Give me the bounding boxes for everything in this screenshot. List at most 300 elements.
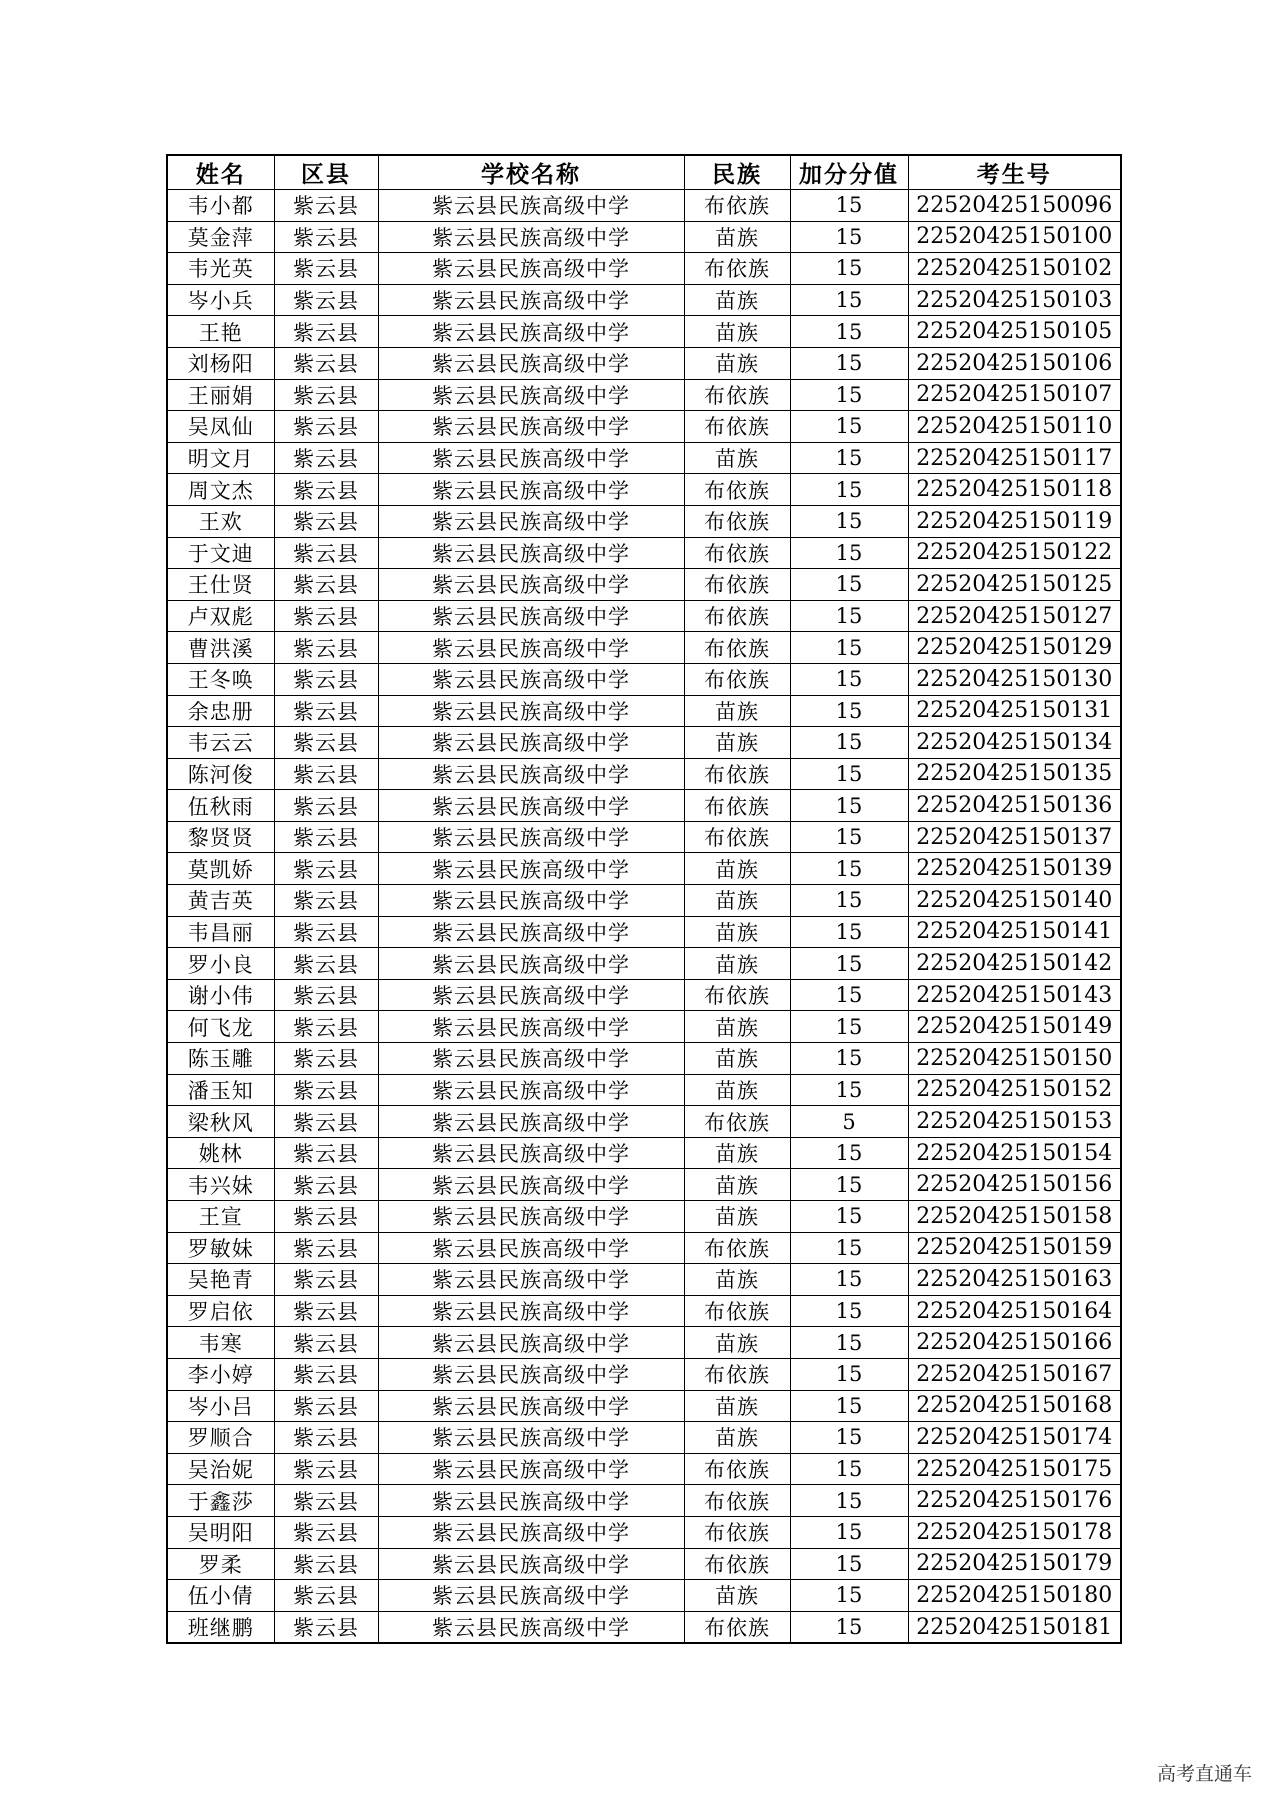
county-cell: 紫云县	[274, 1485, 378, 1517]
exam-number-cell: 22520425150150	[908, 1043, 1121, 1075]
exam-number-cell: 22520425150135	[908, 758, 1121, 790]
bonus-points-cell: 15	[790, 1327, 908, 1359]
table-row	[167, 1201, 1121, 1233]
student-name-cell: 吴明阳	[167, 1516, 274, 1548]
school-name-cell: 紫云县民族高级中学	[378, 632, 684, 664]
exam-number-cell: 22520425150181	[908, 1611, 1121, 1643]
table-row	[167, 1295, 1121, 1327]
table-row	[167, 253, 1121, 285]
student-name-cell: 伍小倩	[167, 1580, 274, 1612]
exam-number-cell: 22520425150149	[908, 1011, 1121, 1043]
exam-number-cell: 22520425150110	[908, 411, 1121, 443]
ethnicity-cell: 布依族	[684, 600, 790, 632]
bonus-points-cell: 15	[790, 979, 908, 1011]
ethnicity-cell: 苗族	[684, 948, 790, 980]
ethnicity-cell: 布依族	[684, 1295, 790, 1327]
bonus-points-cell: 15	[790, 885, 908, 917]
student-name-cell: 莫凯娇	[167, 853, 274, 885]
exam-number-cell: 22520425150106	[908, 347, 1121, 379]
table-row	[167, 853, 1121, 885]
school-name-cell: 紫云县民族高级中学	[378, 379, 684, 411]
student-name-cell: 罗顺合	[167, 1422, 274, 1454]
county-cell: 紫云县	[274, 442, 378, 474]
bonus-points-cell: 15	[790, 442, 908, 474]
bonus-points-cell: 15	[790, 1011, 908, 1043]
ethnicity-cell: 布依族	[684, 537, 790, 569]
table-row	[167, 284, 1121, 316]
student-name-cell: 明文月	[167, 442, 274, 474]
school-name-cell: 紫云县民族高级中学	[378, 190, 684, 222]
table-row	[167, 1548, 1121, 1580]
ethnicity-cell: 苗族	[684, 1422, 790, 1454]
table-row	[167, 1358, 1121, 1390]
county-cell: 紫云县	[274, 1106, 378, 1138]
ethnicity-cell: 布依族	[684, 821, 790, 853]
exam-number-cell: 22520425150175	[908, 1453, 1121, 1485]
table-row	[167, 948, 1121, 980]
exam-number-cell: 22520425150107	[908, 379, 1121, 411]
exam-number-cell: 22520425150103	[908, 284, 1121, 316]
student-name-cell: 韦昌丽	[167, 916, 274, 948]
exam-number-cell: 22520425150168	[908, 1390, 1121, 1422]
table-row	[167, 1232, 1121, 1264]
county-cell: 紫云县	[274, 916, 378, 948]
student-name-cell: 莫金萍	[167, 221, 274, 253]
ethnicity-cell: 苗族	[684, 1011, 790, 1043]
ethnicity-cell: 苗族	[684, 316, 790, 348]
school-name-cell: 紫云县民族高级中学	[378, 600, 684, 632]
exam-number-cell: 22520425150167	[908, 1358, 1121, 1390]
ethnicity-cell: 布依族	[684, 790, 790, 822]
student-name-cell: 陈玉雕	[167, 1043, 274, 1075]
table-row	[167, 1106, 1121, 1138]
county-cell: 紫云县	[274, 1548, 378, 1580]
table-row	[167, 1043, 1121, 1075]
table-row	[167, 1422, 1121, 1454]
table-row	[167, 1074, 1121, 1106]
table-row	[167, 442, 1121, 474]
exam-number-cell: 22520425150119	[908, 505, 1121, 537]
bonus-points-cell: 15	[790, 1074, 908, 1106]
student-name-cell: 王仕贤	[167, 569, 274, 601]
school-name-cell: 紫云县民族高级中学	[378, 1485, 684, 1517]
school-name-cell: 紫云县民族高级中学	[378, 1358, 684, 1390]
ethnicity-cell: 苗族	[684, 695, 790, 727]
table-row	[167, 979, 1121, 1011]
bonus-points-cell: 15	[790, 284, 908, 316]
ethnicity-cell: 布依族	[684, 1358, 790, 1390]
county-cell: 紫云县	[274, 347, 378, 379]
school-name-cell: 紫云县民族高级中学	[378, 1011, 684, 1043]
exam-number-cell: 22520425150136	[908, 790, 1121, 822]
table-row	[167, 537, 1121, 569]
exam-number-cell: 22520425150140	[908, 885, 1121, 917]
school-name-cell: 紫云县民族高级中学	[378, 1548, 684, 1580]
school-name-cell: 紫云县民族高级中学	[378, 916, 684, 948]
county-cell: 紫云县	[274, 758, 378, 790]
school-name-cell: 紫云县民族高级中学	[378, 1295, 684, 1327]
ethnicity-cell: 苗族	[684, 727, 790, 759]
student-name-cell: 罗启依	[167, 1295, 274, 1327]
student-name-cell: 潘玉知	[167, 1074, 274, 1106]
county-cell: 紫云县	[274, 821, 378, 853]
ethnicity-cell: 苗族	[684, 284, 790, 316]
ethnicity-cell: 布依族	[684, 1485, 790, 1517]
ethnicity-cell: 布依族	[684, 1611, 790, 1643]
ethnicity-cell: 布依族	[684, 758, 790, 790]
county-cell: 紫云县	[274, 1453, 378, 1485]
county-cell: 紫云县	[274, 537, 378, 569]
exam-number-cell: 22520425150143	[908, 979, 1121, 1011]
table-row	[167, 347, 1121, 379]
table-row	[167, 790, 1121, 822]
school-name-cell: 紫云县民族高级中学	[378, 1074, 684, 1106]
student-name-cell: 余忠册	[167, 695, 274, 727]
student-name-cell: 罗小良	[167, 948, 274, 980]
table-row	[167, 474, 1121, 506]
table-row	[167, 1485, 1121, 1517]
table-row	[167, 316, 1121, 348]
bonus-points-cell: 15	[790, 190, 908, 222]
school-name-cell: 紫云县民族高级中学	[378, 853, 684, 885]
exam-number-cell: 22520425150096	[908, 190, 1121, 222]
county-cell: 紫云县	[274, 1074, 378, 1106]
bonus-points-cell: 15	[790, 853, 908, 885]
school-name-cell: 紫云县民族高级中学	[378, 1453, 684, 1485]
bonus-points-cell: 15	[790, 1232, 908, 1264]
school-name-cell: 紫云县民族高级中学	[378, 474, 684, 506]
ethnicity-cell: 布依族	[684, 1232, 790, 1264]
bonus-points-cell: 15	[790, 1043, 908, 1075]
table-row	[167, 1327, 1121, 1359]
header-bonus-points: 加分分值	[790, 155, 908, 190]
school-name-cell: 紫云县民族高级中学	[378, 1106, 684, 1138]
exam-number-cell: 22520425150163	[908, 1264, 1121, 1296]
school-name-cell: 紫云县民族高级中学	[378, 1580, 684, 1612]
county-cell: 紫云县	[274, 1390, 378, 1422]
school-name-cell: 紫云县民族高级中学	[378, 1422, 684, 1454]
exam-number-cell: 22520425150102	[908, 253, 1121, 285]
student-name-cell: 王丽娟	[167, 379, 274, 411]
bonus-points-cell: 15	[790, 1422, 908, 1454]
table-row	[167, 821, 1121, 853]
ethnicity-cell: 布依族	[684, 663, 790, 695]
bonus-points-table	[166, 154, 1122, 1644]
header-name: 姓名	[167, 155, 274, 190]
student-name-cell: 王艳	[167, 316, 274, 348]
bonus-points-cell: 15	[790, 411, 908, 443]
county-cell: 紫云县	[274, 1264, 378, 1296]
school-name-cell: 紫云县民族高级中学	[378, 948, 684, 980]
county-cell: 紫云县	[274, 663, 378, 695]
bonus-points-cell: 15	[790, 1611, 908, 1643]
table-row	[167, 1611, 1121, 1643]
school-name-cell: 紫云县民族高级中学	[378, 1232, 684, 1264]
ethnicity-cell: 苗族	[684, 442, 790, 474]
ethnicity-cell: 苗族	[684, 347, 790, 379]
exam-number-cell: 22520425150159	[908, 1232, 1121, 1264]
table-row	[167, 221, 1121, 253]
bonus-points-cell: 15	[790, 1137, 908, 1169]
student-name-cell: 刘杨阳	[167, 347, 274, 379]
school-name-cell: 紫云县民族高级中学	[378, 1390, 684, 1422]
exam-number-cell: 22520425150153	[908, 1106, 1121, 1138]
county-cell: 紫云县	[274, 505, 378, 537]
ethnicity-cell: 布依族	[684, 474, 790, 506]
ethnicity-cell: 布依族	[684, 1106, 790, 1138]
student-name-cell: 韦光英	[167, 253, 274, 285]
table-row	[167, 885, 1121, 917]
table-row	[167, 190, 1121, 222]
table-row	[167, 1011, 1121, 1043]
student-name-cell: 梁秋风	[167, 1106, 274, 1138]
bonus-points-cell: 15	[790, 1453, 908, 1485]
school-name-cell: 紫云县民族高级中学	[378, 411, 684, 443]
school-name-cell: 紫云县民族高级中学	[378, 1611, 684, 1643]
exam-number-cell: 22520425150130	[908, 663, 1121, 695]
exam-number-cell: 22520425150125	[908, 569, 1121, 601]
bonus-points-cell: 15	[790, 821, 908, 853]
bonus-points-cell: 15	[790, 505, 908, 537]
county-cell: 紫云县	[274, 379, 378, 411]
table-row	[167, 1516, 1121, 1548]
county-cell: 紫云县	[274, 1295, 378, 1327]
county-cell: 紫云县	[274, 1580, 378, 1612]
student-name-cell: 王宣	[167, 1201, 274, 1233]
ethnicity-cell: 苗族	[684, 1074, 790, 1106]
bonus-points-cell: 15	[790, 1295, 908, 1327]
ethnicity-cell: 苗族	[684, 1137, 790, 1169]
exam-number-cell: 22520425150176	[908, 1485, 1121, 1517]
exam-number-cell: 22520425150179	[908, 1548, 1121, 1580]
ethnicity-cell: 布依族	[684, 632, 790, 664]
county-cell: 紫云县	[274, 853, 378, 885]
exam-number-cell: 22520425150139	[908, 853, 1121, 885]
table-row	[167, 1169, 1121, 1201]
school-name-cell: 紫云县民族高级中学	[378, 1264, 684, 1296]
exam-number-cell: 22520425150166	[908, 1327, 1121, 1359]
ethnicity-cell: 苗族	[684, 1043, 790, 1075]
school-name-cell: 紫云县民族高级中学	[378, 1043, 684, 1075]
bonus-points-cell: 15	[790, 727, 908, 759]
exam-number-cell: 22520425150152	[908, 1074, 1121, 1106]
county-cell: 紫云县	[274, 221, 378, 253]
bonus-points-cell: 15	[790, 758, 908, 790]
county-cell: 紫云县	[274, 1232, 378, 1264]
student-name-cell: 罗柔	[167, 1548, 274, 1580]
student-name-cell: 韦小都	[167, 190, 274, 222]
table-row	[167, 379, 1121, 411]
exam-number-cell: 22520425150105	[908, 316, 1121, 348]
county-cell: 紫云县	[274, 790, 378, 822]
exam-number-cell: 22520425150180	[908, 1580, 1121, 1612]
school-name-cell: 紫云县民族高级中学	[378, 316, 684, 348]
county-cell: 紫云县	[274, 1611, 378, 1643]
student-name-cell: 罗敏妹	[167, 1232, 274, 1264]
bonus-points-cell: 15	[790, 379, 908, 411]
student-name-cell: 黎贤贤	[167, 821, 274, 853]
ethnicity-cell: 布依族	[684, 190, 790, 222]
ethnicity-cell: 苗族	[684, 916, 790, 948]
exam-number-cell: 22520425150134	[908, 727, 1121, 759]
table-body	[167, 190, 1121, 1644]
table-row	[167, 411, 1121, 443]
bonus-points-cell: 15	[790, 916, 908, 948]
exam-number-cell: 22520425150127	[908, 600, 1121, 632]
student-name-cell: 陈河俊	[167, 758, 274, 790]
bonus-points-cell: 15	[790, 253, 908, 285]
bonus-points-cell: 15	[790, 948, 908, 980]
table-row	[167, 1390, 1121, 1422]
table-row	[167, 600, 1121, 632]
exam-number-cell: 22520425150154	[908, 1137, 1121, 1169]
student-name-cell: 王冬唤	[167, 663, 274, 695]
county-cell: 紫云县	[274, 727, 378, 759]
student-name-cell: 岑小兵	[167, 284, 274, 316]
bonus-points-cell: 15	[790, 1390, 908, 1422]
student-name-cell: 黄吉英	[167, 885, 274, 917]
ethnicity-cell: 苗族	[684, 1580, 790, 1612]
student-name-cell: 岑小吕	[167, 1390, 274, 1422]
bonus-points-cell: 15	[790, 695, 908, 727]
student-name-cell: 卢双彪	[167, 600, 274, 632]
school-name-cell: 紫云县民族高级中学	[378, 1516, 684, 1548]
student-name-cell: 曹洪溪	[167, 632, 274, 664]
county-cell: 紫云县	[274, 1043, 378, 1075]
bonus-points-cell: 15	[790, 790, 908, 822]
ethnicity-cell: 布依族	[684, 253, 790, 285]
student-name-cell: 韦寒	[167, 1327, 274, 1359]
county-cell: 紫云县	[274, 1169, 378, 1201]
ethnicity-cell: 布依族	[684, 1453, 790, 1485]
ethnicity-cell: 布依族	[684, 411, 790, 443]
school-name-cell: 紫云县民族高级中学	[378, 695, 684, 727]
bonus-points-cell: 15	[790, 632, 908, 664]
county-cell: 紫云县	[274, 316, 378, 348]
school-name-cell: 紫云县民族高级中学	[378, 347, 684, 379]
school-name-cell: 紫云县民族高级中学	[378, 663, 684, 695]
school-name-cell: 紫云县民族高级中学	[378, 569, 684, 601]
table-row	[167, 505, 1121, 537]
school-name-cell: 紫云县民族高级中学	[378, 253, 684, 285]
school-name-cell: 紫云县民族高级中学	[378, 885, 684, 917]
header-exam-number: 考生号	[908, 155, 1121, 190]
exam-number-cell: 22520425150122	[908, 537, 1121, 569]
ethnicity-cell: 苗族	[684, 853, 790, 885]
school-name-cell: 紫云县民族高级中学	[378, 821, 684, 853]
county-cell: 紫云县	[274, 885, 378, 917]
table-row	[167, 663, 1121, 695]
bonus-points-cell: 15	[790, 1358, 908, 1390]
exam-number-cell: 22520425150164	[908, 1295, 1121, 1327]
school-name-cell: 紫云县民族高级中学	[378, 284, 684, 316]
county-cell: 紫云县	[274, 1011, 378, 1043]
ethnicity-cell: 苗族	[684, 221, 790, 253]
exam-number-cell: 22520425150117	[908, 442, 1121, 474]
student-name-cell: 于文迪	[167, 537, 274, 569]
school-name-cell: 紫云县民族高级中学	[378, 505, 684, 537]
exam-number-cell: 22520425150118	[908, 474, 1121, 506]
bonus-points-cell: 15	[790, 569, 908, 601]
county-cell: 紫云县	[274, 695, 378, 727]
student-name-cell: 吴治妮	[167, 1453, 274, 1485]
bonus-points-cell: 15	[790, 347, 908, 379]
bonus-points-cell: 15	[790, 1516, 908, 1548]
county-cell: 紫云县	[274, 1516, 378, 1548]
school-name-cell: 紫云县民族高级中学	[378, 1137, 684, 1169]
table-row	[167, 632, 1121, 664]
table-row	[167, 569, 1121, 601]
student-name-cell: 姚林	[167, 1137, 274, 1169]
bonus-points-cell: 15	[790, 600, 908, 632]
county-cell: 紫云县	[274, 190, 378, 222]
watermark-text: 高考直通车	[1156, 1763, 1252, 1785]
exam-number-cell: 22520425150142	[908, 948, 1121, 980]
header-county: 区县	[274, 155, 378, 190]
exam-number-cell: 22520425150100	[908, 221, 1121, 253]
student-name-cell: 吴艳青	[167, 1264, 274, 1296]
ethnicity-cell: 苗族	[684, 1390, 790, 1422]
student-name-cell: 周文杰	[167, 474, 274, 506]
county-cell: 紫云县	[274, 253, 378, 285]
school-name-cell: 紫云县民族高级中学	[378, 442, 684, 474]
school-name-cell: 紫云县民族高级中学	[378, 1327, 684, 1359]
county-cell: 紫云县	[274, 632, 378, 664]
ethnicity-cell: 布依族	[684, 1548, 790, 1580]
bonus-points-cell: 15	[790, 1580, 908, 1612]
student-name-cell: 班继鹏	[167, 1611, 274, 1643]
exam-number-cell: 22520425150137	[908, 821, 1121, 853]
school-name-cell: 紫云县民族高级中学	[378, 758, 684, 790]
bonus-points-cell: 15	[790, 663, 908, 695]
school-name-cell: 紫云县民族高级中学	[378, 790, 684, 822]
bonus-points-cell: 15	[790, 316, 908, 348]
student-name-cell: 何飞龙	[167, 1011, 274, 1043]
table-row	[167, 1137, 1121, 1169]
school-name-cell: 紫云县民族高级中学	[378, 537, 684, 569]
exam-number-cell: 22520425150156	[908, 1169, 1121, 1201]
county-cell: 紫云县	[274, 600, 378, 632]
bonus-points-cell: 5	[790, 1106, 908, 1138]
county-cell: 紫云县	[274, 1422, 378, 1454]
header-school: 学校名称	[378, 155, 684, 190]
student-name-cell: 谢小伟	[167, 979, 274, 1011]
bonus-points-cell: 15	[790, 1264, 908, 1296]
ethnicity-cell: 布依族	[684, 379, 790, 411]
school-name-cell: 紫云县民族高级中学	[378, 979, 684, 1011]
school-name-cell: 紫云县民族高级中学	[378, 727, 684, 759]
table-row	[167, 916, 1121, 948]
school-name-cell: 紫云县民族高级中学	[378, 1169, 684, 1201]
ethnicity-cell: 布依族	[684, 505, 790, 537]
ethnicity-cell: 布依族	[684, 1516, 790, 1548]
bonus-points-cell: 15	[790, 1201, 908, 1233]
exam-number-cell: 22520425150178	[908, 1516, 1121, 1548]
bonus-points-cell: 15	[790, 1485, 908, 1517]
table-row	[167, 695, 1121, 727]
student-name-cell: 王欢	[167, 505, 274, 537]
exam-number-cell: 22520425150129	[908, 632, 1121, 664]
exam-number-cell: 22520425150141	[908, 916, 1121, 948]
county-cell: 紫云县	[274, 1137, 378, 1169]
exam-number-cell: 22520425150158	[908, 1201, 1121, 1233]
bonus-points-cell: 15	[790, 1548, 908, 1580]
student-name-cell: 李小婷	[167, 1358, 274, 1390]
ethnicity-cell: 苗族	[684, 885, 790, 917]
county-cell: 紫云县	[274, 1201, 378, 1233]
student-name-cell: 伍秋雨	[167, 790, 274, 822]
bonus-points-cell: 15	[790, 221, 908, 253]
